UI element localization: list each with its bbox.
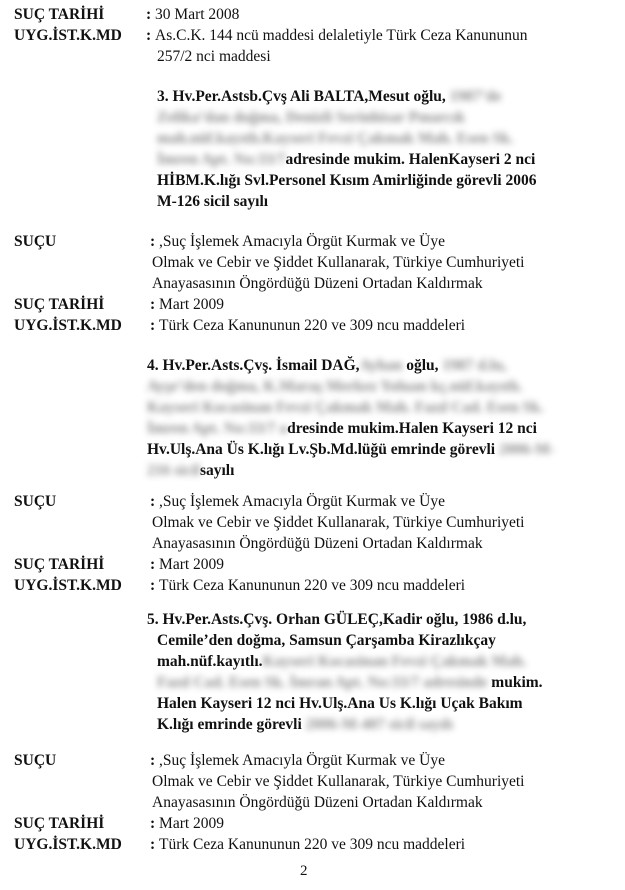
redacted-text: 216 sicil <box>147 462 200 479</box>
person5-line6: K.lığı emrinde görevli 2006-M-407 sicil sayılı <box>157 716 453 733</box>
sucu-label: SUÇU <box>14 493 57 510</box>
person3-line6: M-126 sicil sayılı <box>157 193 269 210</box>
suc-tarihi-label: SUÇ TARİHİ <box>14 296 105 313</box>
uyg-ist-label: UYG.İST.K.MD <box>14 577 122 594</box>
person5-line1: 5. Hv.Per.Asts.Çvş. Orhan GÜLEÇ,Kadir oğlu, 1986 d.lu, <box>147 611 527 628</box>
person4-line4: İmren Apt. No:33/7 adresinde mukim.Halen Kayseri 12 nci <box>147 420 537 437</box>
sucu-value-cont: Anayasasının Öngördüğü Düzeni Ortadan Kaldırmak <box>152 794 483 811</box>
person4-line2 <box>147 376 522 397</box>
redacted-text: Zelika’dan doğma, Denizli Serinhisar Pınarcık <box>157 109 466 126</box>
sucu-value: : ,Suç İşlemek Amacıyla Örgüt Kurmak ve Üye <box>150 233 446 250</box>
person5-line2: Cemile’den doğma, Samsun Çarşamba Kirazlıkçay <box>157 632 496 649</box>
person3-line5: HİBM.K.lığı Svl.Personel Kısım Amirliğinde görevli 2006 <box>157 172 537 189</box>
person4-line1: 4. Hv.Per.Asts.Çvş. İsmail DAĞ,Ayhan oğlu, 1987 d.lu, <box>147 357 507 374</box>
redacted-text: 1987’de <box>449 88 502 105</box>
suc-tarihi-value: : Mart 2009 <box>150 296 225 313</box>
sucu-value: : ,Suç İşlemek Amacıyla Örgüt Kurmak ve Üye <box>150 493 446 510</box>
uyg-ist-value: : Türk Ceza Kanununun 220 ve 309 ncu maddeleri <box>150 577 466 594</box>
suc-tarihi-label: SUÇ TARİHİ <box>14 556 105 573</box>
person3-line1: 3. Hv.Per.Astsb.Çvş Ali BALTA,Mesut oğlu, 1987’de <box>157 88 502 105</box>
sucu-label: SUÇU <box>14 233 57 250</box>
uyg-ist-label: UYG.İST.K.MD <box>14 317 122 334</box>
suc-tarihi-value: : Mart 2009 <box>150 556 225 573</box>
uyg-ist-value-cont: 257/2 nci maddesi <box>157 48 271 65</box>
redacted-text: Fazıl Cad. Esen Sk. İmran Apt. No:33/7 adresinde <box>157 674 488 691</box>
uyg-ist-label: UYG.İST.K.MD <box>14 27 122 44</box>
redacted-text: İmren Apt. No:33/7 a <box>147 420 288 437</box>
person5-line5: Halen Kayseri 12 nci Hv.Ulş.Ana Us K.lığı Uçak Bakım <box>157 695 523 712</box>
uyg-ist-value: : Türk Ceza Kanununun 220 ve 309 ncu maddeleri <box>150 317 466 334</box>
suc-tarihi-value: : Mart 2009 <box>150 815 225 832</box>
uyg-ist-value: : As.C.K. 144 ncü maddesi delaletiyle Türk Ceza Kanununun <box>146 27 528 44</box>
sucu-value-cont: Olmak ve Cebir ve Şiddet Kullanarak, Türkiye Cumhuriyeti <box>152 773 525 790</box>
person3-line4: İmren Apt. No:33/7adresinde mukim. HalenKayseri 2 nci <box>157 151 536 168</box>
redacted-text: İmren Apt. No:33/7 <box>157 151 286 168</box>
sucu-label: SUÇU <box>14 752 57 769</box>
person4-line5: Hv.Ulş.Ana Üs K.lığı Lv.Şb.Md.lüğü emrinde görevli 2006-M- <box>147 441 555 458</box>
redacted-text: Ayşe’den doğma, K.Maraş Merkez Yoluan kç.nüf.kayıtlı. <box>147 378 523 395</box>
person5-line4: Fazıl Cad. Esen Sk. İmran Apt. No:33/7 adresinde mukim. <box>157 674 543 691</box>
person3-line2 <box>157 107 465 128</box>
redacted-text: 1987 d.lu, <box>442 357 507 374</box>
redacted-text: 2006-M-407 sicil sayılı <box>305 716 453 733</box>
person5-line3: mah.nüf.kayıtlı.Kayseri Kocasinan Fevzi Çakmak Mah. <box>157 653 527 670</box>
redacted-text: 2006-M- <box>498 441 555 458</box>
uyg-ist-value: : Türk Ceza Kanununun 220 ve 309 ncu maddeleri <box>150 836 466 853</box>
suc-tarihi-label: SUÇ TARİHİ <box>14 815 105 832</box>
suc-tarihi-value: : 30 Mart 2008 <box>146 6 240 23</box>
sucu-value-cont: Olmak ve Cebir ve Şiddet Kullanarak, Türkiye Cumhuriyeti <box>152 514 525 531</box>
person4-line3 <box>147 397 544 418</box>
sucu-value-cont: Anayasasının Öngördüğü Düzeni Ortadan Kaldırmak <box>152 275 483 292</box>
redacted-text: Ayhan <box>359 357 403 374</box>
sucu-value: : ,Suç İşlemek Amacıyla Örgüt Kurmak ve Üye <box>150 752 446 769</box>
redacted-text: Kayseri Kocasinan Fevzi Çakmak Mah. Fazıl Cad. Esen Sk. <box>147 399 544 416</box>
sucu-value-cont: Olmak ve Cebir ve Şiddet Kullanarak, Türkiye Cumhuriyeti <box>152 254 525 271</box>
redacted-text: Kayseri Kocasinan Fevzi Çakmak Mah. <box>262 653 527 670</box>
uyg-ist-label: UYG.İST.K.MD <box>14 836 122 853</box>
page-number: 2 <box>300 863 308 879</box>
person3-line3 <box>157 128 514 149</box>
suc-tarihi-label: SUÇ TARİHİ <box>14 6 105 23</box>
person4-line6: 216 sicilsayılı <box>147 462 235 479</box>
sucu-value-cont: Anayasasının Öngördüğü Düzeni Ortadan Kaldırmak <box>152 535 483 552</box>
redacted-text: mah.nüf.kayıtlı.Kayseri Fevzi Çakmak Mah. Esen Sk. <box>157 130 514 147</box>
